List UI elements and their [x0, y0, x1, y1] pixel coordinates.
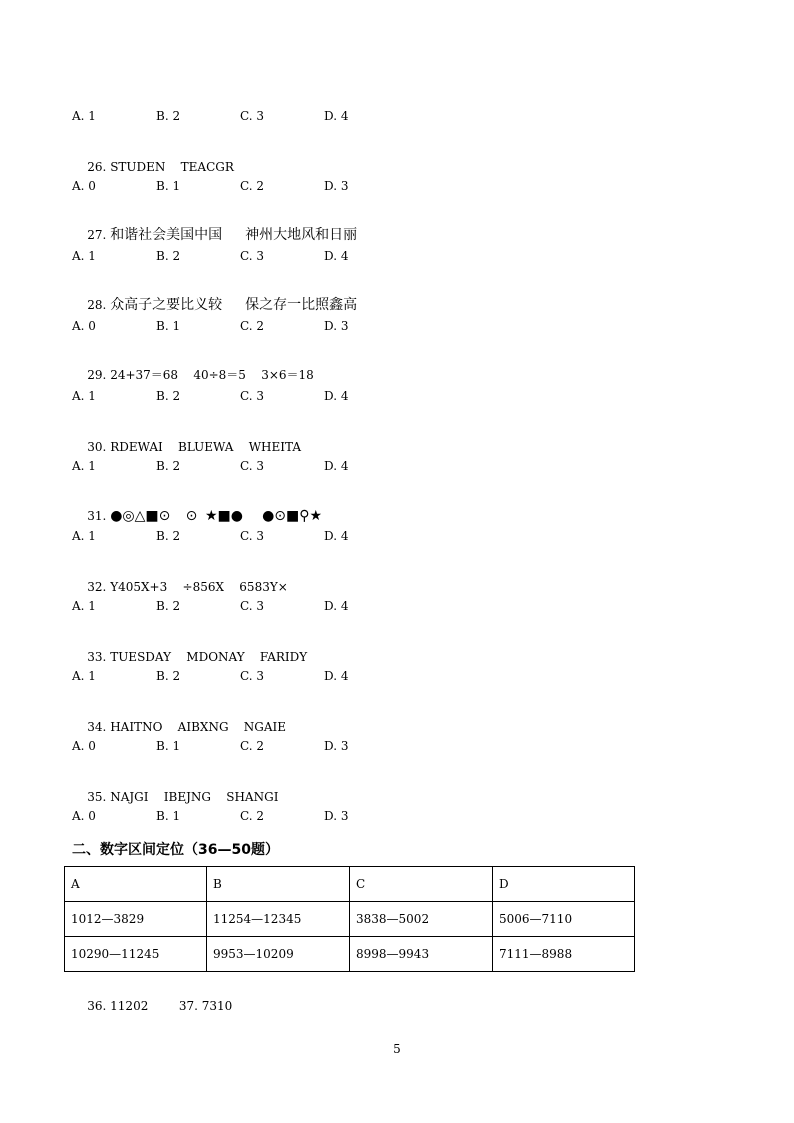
question-33 — [72, 633, 307, 681]
option-a: A. 0 — [72, 809, 96, 823]
question-26 — [72, 143, 234, 191]
option-d: D. 4 — [324, 389, 349, 403]
question-item: STUDEN — [110, 160, 166, 174]
option-d: D. 4 — [324, 669, 349, 683]
question-item: ÷856X — [182, 580, 225, 594]
option-c: C. 3 — [240, 599, 265, 613]
question-number: 34. — [87, 720, 107, 734]
question-number: 29. — [87, 368, 107, 382]
option-c: C. 3 — [240, 459, 265, 473]
question-item: TUESDAY — [110, 650, 172, 664]
option-d: D. 4 — [324, 109, 349, 123]
table-header-row — [65, 867, 635, 902]
question-37: 37. 7310 — [178, 999, 233, 1013]
question-item: NGAIE — [243, 720, 287, 734]
question-item: NAJGI — [110, 790, 149, 804]
option-d: D. 4 — [324, 599, 349, 613]
table-cell: 8998—9943 — [350, 937, 493, 972]
question-31 — [72, 492, 322, 540]
table-cell: 9953—10209 — [207, 937, 350, 972]
table-header-cell: C — [350, 867, 493, 902]
question-item: MDONAY — [186, 650, 245, 664]
option-a: A. 1 — [72, 529, 96, 543]
question-number: 33. — [87, 650, 107, 664]
question-item: TEACGR — [180, 160, 234, 174]
question-28 — [72, 281, 357, 329]
question-item: SHANGI — [226, 790, 279, 804]
option-b: B. 2 — [156, 459, 181, 473]
question-item: IBEJNG — [163, 790, 211, 804]
option-a: A. 1 — [72, 459, 96, 473]
section-title: 二、数字区间定位（36—50题） — [72, 842, 279, 858]
option-b: B. 1 — [156, 179, 181, 193]
question-item: ●◎△■⊙ — [110, 508, 171, 524]
table-row — [65, 937, 635, 972]
question-item: 和谐社会美国中国 — [110, 227, 223, 243]
option-d: D. 3 — [324, 739, 349, 753]
option-c: C. 3 — [240, 389, 265, 403]
question-item: WHEITA — [248, 440, 301, 454]
question-number: 27. — [87, 228, 107, 242]
option-b: B. 1 — [156, 319, 181, 333]
option-c: C. 3 — [240, 529, 265, 543]
option-c: C. 2 — [240, 319, 265, 333]
option-b: B. 2 — [156, 599, 181, 613]
option-b: B. 2 — [156, 389, 181, 403]
table-cell: 10290—11245 — [65, 937, 207, 972]
option-d: D. 4 — [324, 459, 349, 473]
question-36-37 — [72, 985, 232, 1027]
question-item: ●⊙■⚲★ — [262, 508, 323, 524]
option-c: C. 2 — [240, 179, 265, 193]
option-c: C. 2 — [240, 809, 265, 823]
option-a: A. 0 — [72, 739, 96, 753]
option-c: C. 2 — [240, 739, 265, 753]
option-b: B. 2 — [156, 529, 181, 543]
question-30 — [72, 423, 301, 471]
option-c: C. 3 — [240, 109, 265, 123]
option-a: A. 0 — [72, 319, 96, 333]
question-item: 众高子之要比义较 — [110, 297, 223, 313]
range-table — [64, 866, 635, 972]
option-c: C. 3 — [240, 249, 265, 263]
option-a: A. 1 — [72, 389, 96, 403]
option-b: B. 2 — [156, 109, 181, 123]
question-29 — [72, 351, 314, 399]
option-a: A. 1 — [72, 109, 96, 123]
option-a: A. 1 — [72, 669, 96, 683]
question-number: 35. — [87, 790, 107, 804]
question-number: 32. — [87, 580, 107, 594]
table-header-cell: A — [65, 867, 207, 902]
question-36: 36. 11202 — [87, 999, 149, 1013]
option-a: A. 1 — [72, 599, 96, 613]
table-row — [65, 902, 635, 937]
question-item: 24+37＝68 — [110, 368, 179, 382]
table-cell: 1012—3829 — [65, 902, 207, 937]
question-item: 神州大地风和日丽 — [245, 227, 358, 243]
question-item: 40÷8＝5 — [193, 368, 246, 382]
option-d: D. 4 — [324, 529, 349, 543]
option-b: B. 1 — [156, 809, 181, 823]
option-b: B. 2 — [156, 249, 181, 263]
option-b: B. 2 — [156, 669, 181, 683]
question-number: 26. — [87, 160, 107, 174]
question-27 — [72, 211, 357, 259]
page-number: 5 — [393, 1042, 401, 1056]
table-cell: 5006—7110 — [493, 902, 635, 937]
option-d: D. 3 — [324, 809, 349, 823]
table-cell: 11254—12345 — [207, 902, 350, 937]
option-c: C. 3 — [240, 669, 265, 683]
table-cell: 7111—8988 — [493, 937, 635, 972]
question-item: 3×6＝18 — [261, 368, 314, 382]
option-d: D. 3 — [324, 179, 349, 193]
question-item: Y405X+3 — [110, 580, 168, 594]
option-d: D. 3 — [324, 319, 349, 333]
question-number: 31. — [87, 509, 107, 523]
question-item: RDEWAI — [110, 440, 163, 454]
question-item: HAITNO — [110, 720, 163, 734]
question-item: ⊙ — [185, 508, 198, 524]
question-number: 28. — [87, 298, 107, 312]
question-item: BLUEWA — [178, 440, 234, 454]
option-a: A. 0 — [72, 179, 96, 193]
question-item: ★■● — [204, 508, 243, 524]
question-item: AIBXNG — [177, 720, 229, 734]
table-header-cell: B — [207, 867, 350, 902]
option-b: B. 1 — [156, 739, 181, 753]
question-item: FARIDY — [259, 650, 308, 664]
question-number: 30. — [87, 440, 107, 454]
question-item: 6583Y× — [239, 580, 288, 594]
question-item: 保之存一比照鑫高 — [245, 297, 358, 313]
table-cell: 3838—5002 — [350, 902, 493, 937]
option-a: A. 1 — [72, 249, 96, 263]
option-d: D. 4 — [324, 249, 349, 263]
table-header-cell: D — [493, 867, 635, 902]
